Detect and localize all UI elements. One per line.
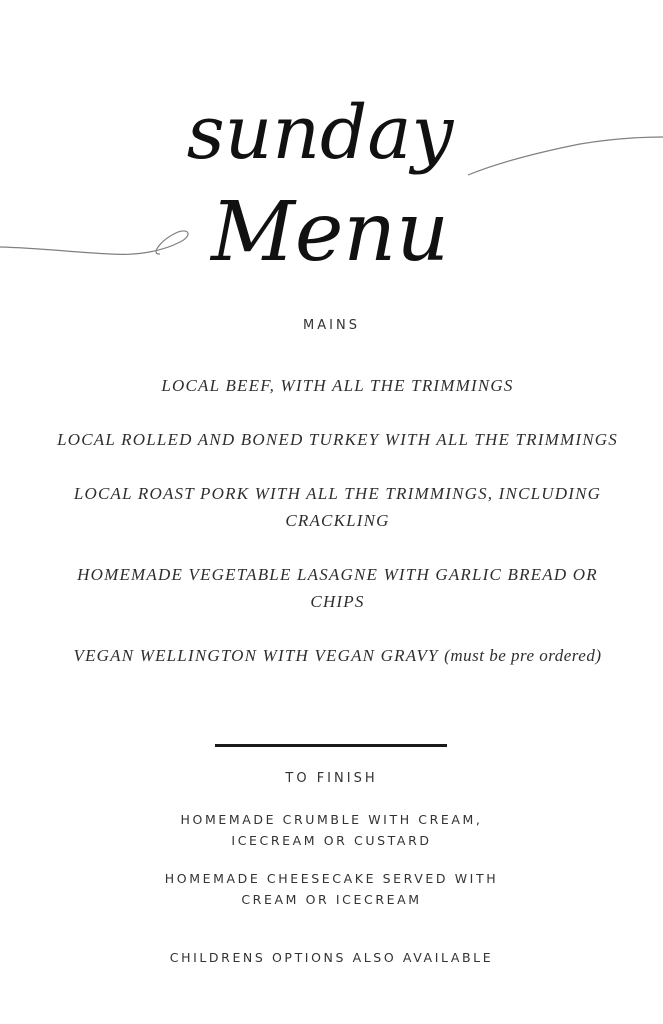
- dessert-line: HOMEMADE CRUMBLE WITH CREAM,: [180, 812, 483, 827]
- dessert-line: ICECREAM OR CUSTARD: [231, 833, 432, 848]
- main-item-note: (must be pre ordered): [444, 646, 602, 665]
- main-item-text: VEGAN WELLINGTON WITH VEGAN GRAVY: [73, 646, 439, 665]
- title-line-menu: Menu: [210, 185, 450, 280]
- dessert-line: HOMEMADE CHEESECAKE SERVED WITH: [164, 871, 499, 886]
- main-item-pork: [50, 480, 625, 534]
- swash-line-right: [468, 137, 663, 175]
- main-item-text: LOCAL ROAST PORK WITH ALL THE TRIMMINGS, INCLUDING CRACKLING: [73, 484, 602, 530]
- main-item-wellington: [50, 642, 625, 669]
- finish-heading: TO FINISH: [285, 771, 378, 786]
- childrens-options-note: CHILDRENS OPTIONS ALSO AVAILABLE: [169, 950, 494, 965]
- main-item-lasagne: [50, 561, 625, 615]
- menu-title-graphic: [0, 60, 663, 300]
- main-item-text: LOCAL BEEF, WITH ALL THE TRIMMINGS: [161, 376, 514, 395]
- main-item-beef: [50, 372, 625, 399]
- section-divider: [215, 744, 447, 747]
- main-item-text: LOCAL ROLLED AND BONED TURKEY WITH ALL THE TRIMMINGS: [57, 430, 618, 449]
- title-line-sunday: sunday: [186, 90, 454, 176]
- dessert-line: CREAM OR ICECREAM: [241, 892, 422, 907]
- main-item-text: HOMEMADE VEGETABLE LASAGNE WITH GARLIC BREAD OR CHIPS: [77, 565, 598, 611]
- swash-line-left: [0, 231, 188, 254]
- dessert-item-crumble: [0, 809, 663, 851]
- mains-heading: MAINS: [303, 318, 360, 333]
- dessert-item-cheesecake: [0, 868, 663, 910]
- main-item-turkey: [50, 426, 625, 453]
- mains-list: [50, 372, 625, 696]
